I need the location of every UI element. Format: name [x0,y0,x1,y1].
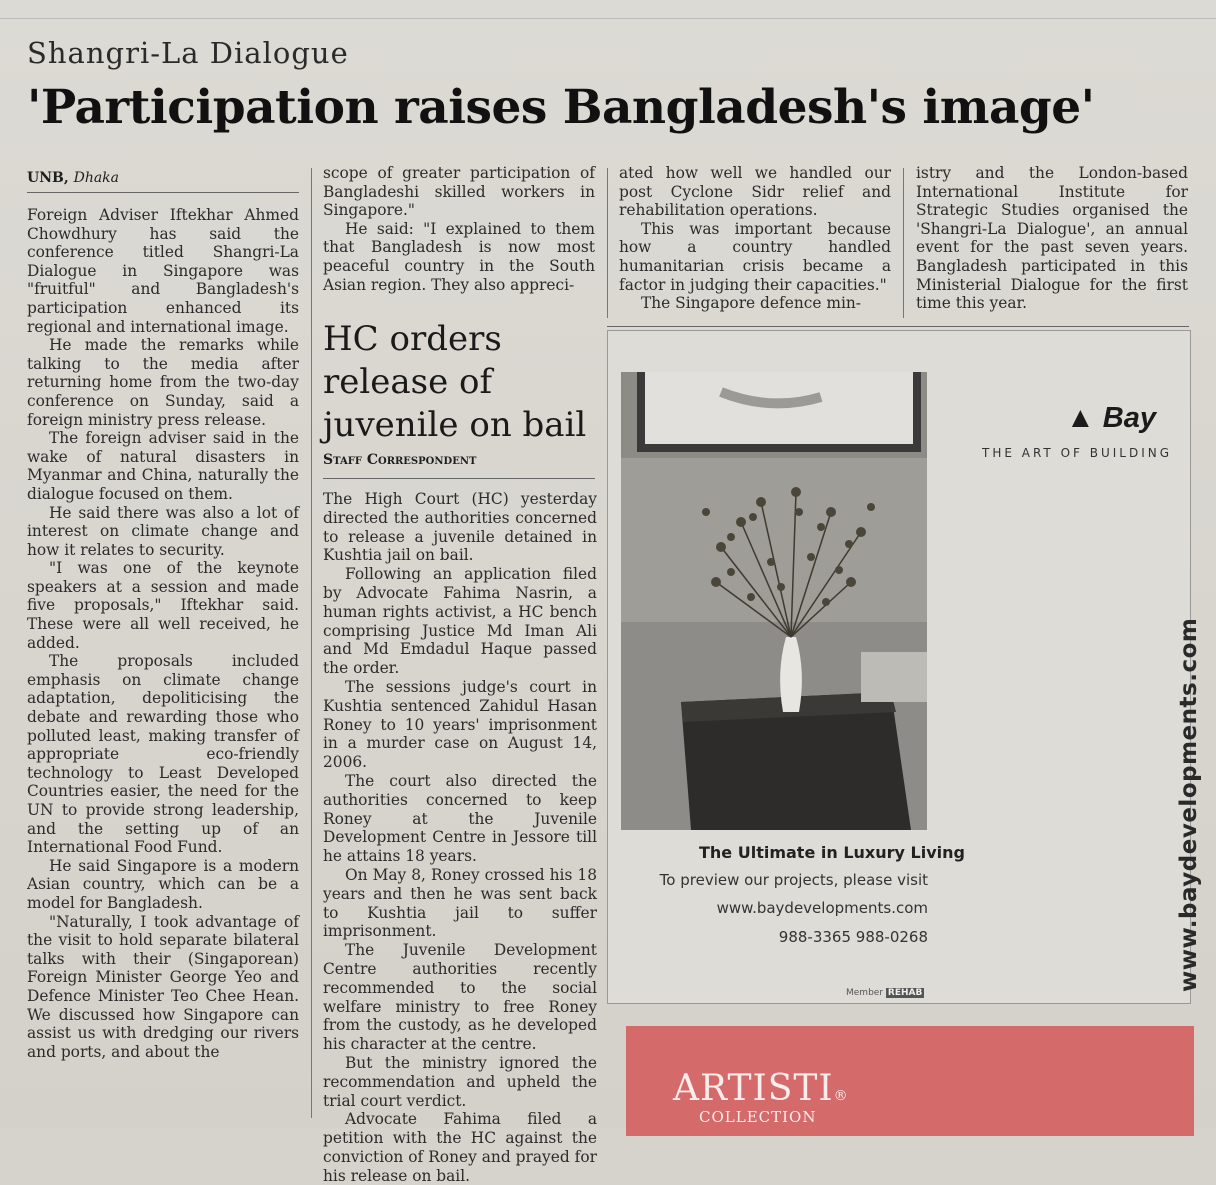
column-divider [311,168,312,1118]
brand-name: Bay [1102,402,1156,434]
vase-illustration [621,372,927,830]
article1-col3 [619,164,891,313]
ad-title: The Ultimate in Luxury Living [699,843,965,862]
article1-col2 [323,164,595,294]
vertical-url: www.baydevelopments.com [1176,617,1202,992]
paragraph: The court also directed the authorities concerned to keep Roney at the Juvenile Development Centre in Jessore till he attains 18 years. [323,771,597,866]
article2-byline: Staff Correspondent [323,452,477,468]
paragraph: The High Court (HC) yesterday directed the authorities concerned to release a juvenile detained in Kushtia jail on bail. [323,490,597,565]
byline-rule [27,192,299,193]
paragraph: He said: "I explained to them that Bangladesh is now most peaceful country in the South Asian region. They also appreci- [323,219,595,294]
rehab-member-badge [846,988,924,998]
column-divider [903,168,904,318]
paragraph: On May 8, Roney crossed his 18 years and then he was sent back to Kushtia jail to suffer imprisonment. [323,865,597,941]
top-border [0,0,1216,19]
article2-body [323,490,597,1185]
ad-url[interactable]: www.baydevelopments.com [716,899,928,917]
paragraph: "Naturally, I took advantage of the visit to hold separate bilateral talks with their (Singaporean) Foreign Minister George Yeo and Defence Minister Teo Chee Hean. We discussed how Singapore can assist us with dredging our rivers and ports, and about the [27,912,299,1061]
artisti-subtitle: COLLECTION [699,1108,817,1126]
article2-headline [323,318,586,447]
logo-mark-icon: ▲ [1066,402,1095,434]
paragraph: The foreign adviser said in the wake of natural disasters in Myanmar and China, naturally the dialogue focused on them. [27,429,299,503]
column-divider [607,168,608,318]
paragraph: The sessions judge's court in Kushtia sentenced Zahidul Hasan Roney to 10 years' imprisonment in a murder case on August 14, 2006. [323,677,597,772]
paragraph: But the ministry ignored the recommendation and upheld the trial court verdict. [323,1053,597,1110]
paragraph: The Juvenile Development Centre authorities recently recommended to the social welfare ministry to free Roney from the custody, as he developed his character at the centre. [323,941,597,1054]
member-org: REHAB [887,988,923,998]
member-label: Member [846,988,884,998]
paragraph: The proposals included emphasis on climate change adaptation, depoliticising the debate and rewarding those who polluted least, making transfer of appropriate eco-friendly technology to Least Developed Countries easier, the need for the UN to provide strong leadership, and the setting up of an International Food Fund. [27,652,299,857]
headline-line: juvenile on bail [323,405,587,445]
article1-col1 [27,206,299,1061]
brand-tagline: THE ART OF BUILDING [982,446,1173,460]
paragraph: "I was one of the keynote speakers at a session and made five proposals," Iftekhar said. These were all well received, he added. [27,559,299,652]
byline-rule [323,478,595,479]
paragraph: Advocate Fahima filed a petition with the HC against the conviction of Roney and prayed for his release on bail. [323,1110,597,1185]
section-rule [607,326,1189,327]
byline-place: Dhaka [73,170,120,186]
artisti-name: ARTISTI [673,1068,834,1109]
paragraph: This was important because how a country handled humanitarian crisis became a factor in judging their capacities." [619,219,891,294]
bay-logo [1066,402,1156,435]
ad-photo [621,372,927,830]
paragraph: He made the remarks while talking to the media after returning home from the two-day conference on Sunday, said a foreign ministry press release. [27,336,299,429]
paragraph: Following an application filed by Advocate Fahima Nasrin, a human rights activist, a HC bench comprising Justice Md Iman Ali and Md Emdadul Haque passed the order. [323,565,597,678]
headline-line: HC orders [323,319,502,359]
paragraph: ated how well we handled our post Cyclone Sidr relief and rehabilitation operations. [619,164,891,220]
main-headline: 'Participation raises Bangladesh's image' [27,80,1095,135]
artisti-title [673,1068,849,1109]
byline-agency: UNB [27,170,64,186]
paragraph: The Singapore defence min- [641,294,861,313]
paragraph: He said there was also a lot of interest on climate change and how it relates to security. [27,503,299,559]
paragraph: Foreign Adviser Iftekhar Ahmed Chowdhury has said the conference titled Shangri-La Dialogue in Singapore was "fruitful" and Bangladesh's participation enhanced its regional and international image. [27,206,299,336]
registered-icon: ® [833,1088,849,1104]
paragraph: scope of greater participation of Bangladeshi skilled workers in Singapore." [323,164,595,220]
article1-col4 [916,164,1188,313]
section-kicker: Shangri-La Dialogue [27,36,349,70]
ad-preview-line: To preview our projects, please visit [659,871,928,889]
paragraph: He said Singapore is a modern Asian country, which can be a model for Bangladesh. [27,856,299,912]
byline: UNB, Dhaka [27,170,120,186]
paragraph: istry and the London-based International Institute for Strategic Studies organised the 'Shangri-La Dialogue', an annual event for the past seven years. Bangladesh participated in this Ministerial Dialogue for the first time this year. [916,164,1188,313]
headline-line: release of [323,362,493,402]
ad-phones: 988-3365 988-0268 [778,928,928,946]
